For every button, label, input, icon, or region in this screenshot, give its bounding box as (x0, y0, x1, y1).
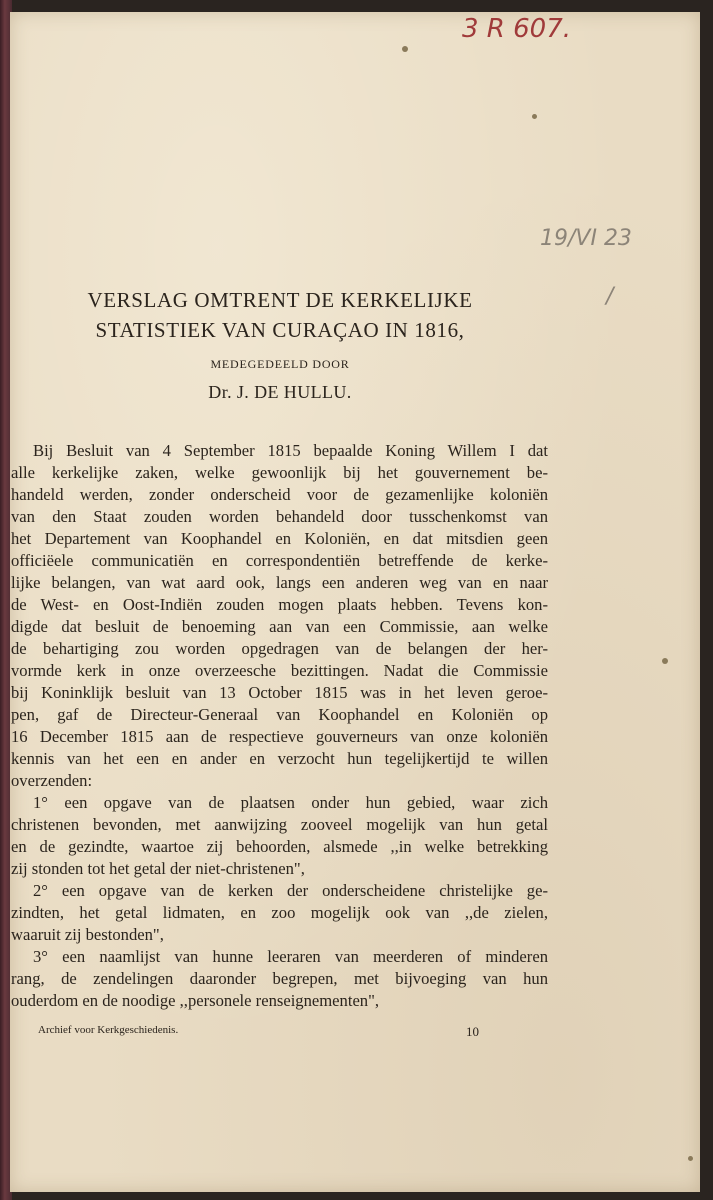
body-line: Bij Besluit van 4 September 1815 bepaalde Koning Willem I dat (33, 441, 548, 460)
paper-speck (532, 114, 537, 119)
article-body (11, 440, 548, 1012)
body-line: lijke belangen, van wat aard ook, langs een anderen weg van en naar (11, 573, 548, 592)
body-line: ouderdom en de noodige ,,personele renseignementen", (11, 991, 380, 1010)
body-line: pen, gaf de Directeur-Generaal van Koophandel en Koloniën op (11, 705, 548, 724)
body-line: 3° een naamlijst van hunne leeraren van meerderen of minderen (33, 947, 548, 966)
handwritten-shelfmark: 3 R 607. (462, 14, 572, 44)
body-line: vormde kerk in onze overzeesche bezittingen. Nadat die Commissie (11, 661, 548, 680)
body-line: zij stonden tot het getal der niet-christenen", (11, 859, 305, 878)
body-line: rang, de zendelingen daaronder begrepen, met bijvoeging van hun (11, 969, 548, 988)
body-line: 16 December 1815 aan de respectieve gouverneurs van onze koloniën (11, 727, 548, 746)
body-line: het Departement van Koophandel en Koloniën, en dat mitsdien geen (11, 529, 548, 548)
body-line: alle kerkelijke zaken, welke gewoonlijk bij het gouvernement be- (11, 463, 548, 482)
journal-name: Archief voor Kerkgeschiedenis. (38, 1024, 179, 1036)
body-line: zindten, het getal lidmaten, en zoo mogelijk ook van ,,de zielen, (11, 903, 548, 922)
body-line: de behartiging zou worden opgedragen van de belangen der her- (11, 639, 548, 658)
body-line: waaruit zij bestonden", (11, 925, 164, 944)
body-line: digde dat besluit de benoeming aan van een Commissie, aan welke (11, 617, 548, 636)
page-number: 10 (466, 1024, 479, 1039)
article-byline: MEDEGEDEELD DOOR (210, 357, 350, 371)
article-title-line-1: VERSLAG OMTRENT DE KERKELIJKE (87, 288, 473, 312)
body-line: van den Staat zouden worden behandeld door tusschenkomst van (11, 507, 548, 526)
body-line: christenen bevonden, met aanwijzing zooveel mogelijk van hun getal (11, 815, 548, 834)
paper-speck (402, 46, 408, 52)
page-edge-shadow (700, 12, 713, 1192)
body-line: overzenden: (11, 771, 93, 790)
body-line: en de gezindte, waartoe zij behoorden, alsmede ,,in welke betrekking (11, 837, 548, 856)
body-line: bij Koninklijk besluit van 13 October 1815 was in het leven geroe- (11, 683, 548, 702)
body-line: 1° een opgave van de plaatsen onder hun gebied, waar zich (33, 793, 548, 812)
pencil-date-note: 19/VI 23 (540, 226, 632, 251)
paper-speck (662, 658, 668, 664)
paper-speck (688, 1156, 693, 1161)
pencil-mark: / (606, 284, 614, 309)
body-line: handeld werden, zonder onderscheid voor de gezamenlijke koloniën (11, 485, 548, 504)
body-line: officiëele communicatiën en correspondentiën betreffende de kerke- (11, 551, 548, 570)
body-line: de West- en Oost-Indiën zouden mogen plaats hebben. Tevens kon- (11, 595, 548, 614)
article-author: Dr. J. DE HULLU. (208, 382, 352, 402)
body-line: 2° een opgave van de kerken der onderscheidene christelijke ge- (33, 881, 548, 900)
article-title-line-2: STATISTIEK VAN CURAÇAO IN 1816, (95, 318, 465, 342)
body-line: kennis van het een en ander en verzocht hun tegelijkertijd te willen (11, 749, 548, 768)
